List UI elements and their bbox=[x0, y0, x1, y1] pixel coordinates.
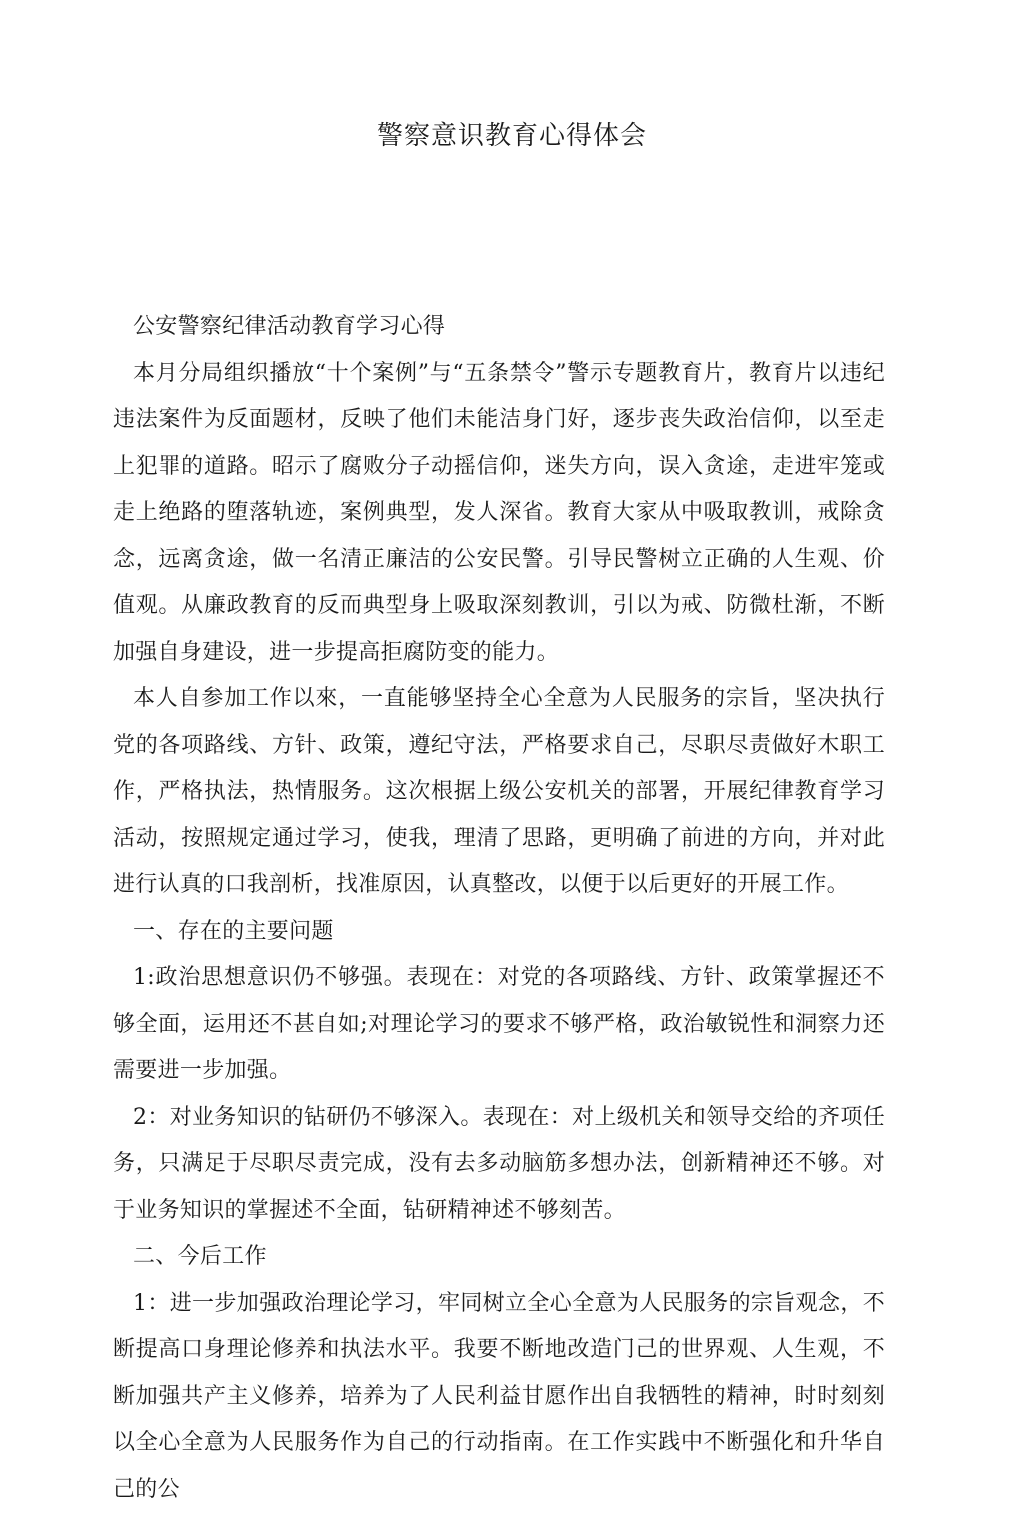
paragraph-problem-1: 1:政治思想意识仍不够强。表现在：对党的各项路线、方针、政策掌握还不够全面，运用还不甚自如;对理论学习的要求不够严格，政治敏锐性和洞察力还需要进一步加强。 bbox=[113, 965, 885, 1083]
section-heading-problems: 一、存在的主要问题 bbox=[133, 918, 334, 944]
paragraph-problem-2: 2：对业务知识的钻研仍不够深入。表现在：对上级机关和领导交给的齐项任务，只满足于尽职尽责完成，没有去多动脑筋多想办法，创新精神还不够。对于业务知识的掌握述不全面，钻研精神述不够刻苦。 bbox=[113, 1104, 885, 1223]
paragraph-intro: 本月分局组织播放“十个案例”与“五条禁令”警示专题教育片，教育片以违纪违法案件为反面题材，反映了他们未能洁身门好，逐步丧失政治信仰，以至走上犯罪的道路。昭示了腐败分子动摇信仰，迷失方向，误入贪途，走进牢笼或走上绝路的堕落轨迹，案例典型，发人深省。教育大家从中吸取教训，戒除贪念，远离贪途，做一名清正廉洁的公安民警。引导民警树立正确的人生观、价值观。从廉政教育的反而典型身上吸取深刻教训，引以为戒、防微杜渐，不断加强自身建设，进一步提高拒腐防变的能力。 bbox=[113, 360, 885, 665]
document-title: 警察意识教育心得体会 bbox=[376, 121, 647, 151]
paragraph-subtitle: 公安警察纪律活动教育学习心得 bbox=[133, 314, 446, 339]
section-heading-future-work: 二、今后工作 bbox=[133, 1244, 267, 1269]
document-body bbox=[113, 304, 885, 1513]
paragraph-self-review: 本人自参加工作以來，一直能够坚持全心全意为人民服务的宗旨，坚决执行党的各项路线、方针、政策，遵纪守法，严格要求自己，尽职尽责做好木职工作，严格执法，热情服务。这次根据上级公安机关的部署，开展纪律教育学习活动，按照规定通过学习，使我，理清了思路，更明确了前进的方向，并对此进行认真的口我剖析，找准原因，认真整改，以便于以后更好的开展工作。 bbox=[113, 686, 885, 897]
paragraph-future-1: 1：进一步加强政治理论学习，牢同树立全心全意为人民服务的宗旨观念，不断提高口身理论修养和执法水平。我要不断地改造门己的世界观、人生观，不断加强共产主义修养，培养为了人民利益甘愿作出自我牺牲的精神，时时刻刻以全心全意为人民服务作为自己的行动指南。在工作实践中不断强化和升华自己的公 bbox=[113, 1290, 885, 1502]
